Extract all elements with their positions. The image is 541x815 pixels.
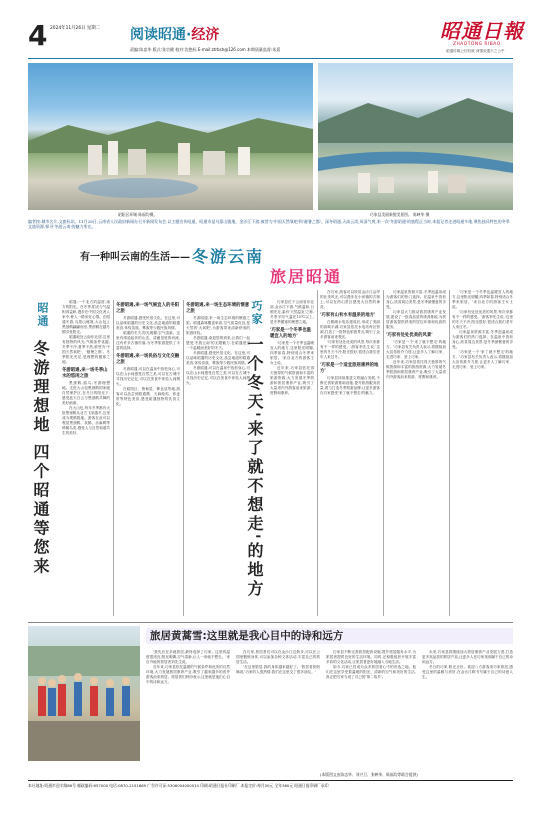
headline-sojourn: 旅居昭通 (270, 267, 343, 286)
left-column-text-3 (186, 300, 250, 616)
bottom-byline: (本版图文由陈忠华、刘兴卫、张映华、陈福均等联合提供) (320, 772, 418, 777)
left-paragraph: 在大山包,每年冬季都有大批黑颈鹤从北方飞来越冬,这里成为观鹤胜地。游客在此可以观赏黑颈鹤、灰鹤、赤麻鸭等珍稀鸟类,感受人与自然和谐共生的美好。 (62, 406, 110, 435)
left-paragraph: 冬游昭通,感受民俗文化。在这里,可以品味昭通的历史文化,品尝地道的昭通美食,体验苗族、彝族等少数民族风情。 (186, 351, 250, 365)
right-paragraph: 近年来,巧家县依托得天独厚的气候资源和丰富的旅游资源,大力发展冬季旅游和旅居康养产业,吸引了大量省内外游客前来旅游、度假和康养。 (386, 360, 446, 379)
left-paragraph: 冬游昭通,欢迎您的到来,让我们一起感受'冬游云南'的无限魅力,在昭通度过一个温暖而美好的冬天。 (186, 336, 250, 350)
right-paragraph: '巧家是一个'来了就不想走'的地方。'巧家县有关负责人表示,将继续加大宣传推介力度,让更多人了解巧家、走进巧家、爱上巧家。 (452, 350, 513, 369)
photo-tourists-qiaojia (28, 626, 140, 761)
left-vertical-title: 冬游理想地 四个昭通等您来 (31, 340, 50, 577)
column-rule (113, 300, 114, 616)
left-paragraph: 昭通地处云南东北部,这里有独特的风光,气候条件优越,冬季不冷,夏季不热,被誉为'中国天然氧吧'、'避暑之都'。冬季阳光充足,是理想的避寒之地。 (62, 335, 110, 364)
paper-slogan: 昭通传媒公信权威 深情说通天之公乎 (446, 49, 505, 53)
bottom-col-4 (422, 650, 513, 768)
left-paragraph: 在昭阳区、鲁甸县、彝良县等地,游客可以品尝到昭通酱、天麻炖鸡、荞麦饼等特色美食,感受昭通独特的饮食文化。 (116, 387, 180, 406)
bottom-paragraph: 未来,巧家县将继续加大旅居康养产业发展力度,打造更多高品质的旅居产品,让更多人在巧家找到属于自己的诗和远方。 (422, 650, 513, 664)
bottom-paragraph: 近年来,巧家县依托温暖的气候条件和优美的自然环境,大力发展旅居康养产业,吸引了越来越多的省外游客前来旅居。旅居者们纷纷表示,这里就是他们心目中的诗和远方。 (146, 665, 230, 684)
right-subhead: '巧家是一个适宜旅居康养的地方' (320, 363, 379, 374)
column-rule (449, 290, 450, 616)
right-paragraph: '巧家是一个冬季也温暖宜人的地方,这里阳光明媚,四季如春,特别适合冬季来旅居。'来自北方的游客王女士说。 (270, 341, 314, 365)
right-column-text-2 (320, 290, 380, 616)
left-column-text-2 (116, 300, 180, 616)
right-column-text-3 (386, 290, 446, 616)
right-column-text-4 (452, 290, 513, 616)
left-subhead: 冬游昭通,来一场气候宜人的冬阳之旅 (116, 303, 180, 314)
left-paragraph: 黑颈鹤,鸥鸟,冬游理想地。走进大山包黑颈鹤国家级自然保护区,在冬日的阳光下,感受蓝天白云与黑颈鹤共舞的美好画面。 (62, 381, 110, 405)
column-rule (183, 300, 184, 616)
right-paragraph: '巧家是一个'来了就不想走'的地方。'巧家县有关负责人表示,将继续加大宣传推介力度,让更多人了解巧家、走进巧家、爱上巧家。 (386, 340, 446, 359)
left-subhead: 冬游昭通,来一场民俗与文化交融之旅 (116, 354, 180, 365)
left-paragraph: 冬游昭通,可以在温泉中放松身心,可以在山水间感受自然之美,可以在古城中寻找历史记忆,可以在美食中体验人间烟火。 (186, 366, 250, 385)
right-paragraph: 巧家县位于云南省东北部,金沙江下游,气候温和,日照充足,素有'天然温室'之称,冬季平均气温在15℃以上,是冬季避寒的理想之地。 (270, 300, 314, 324)
bottom-title: 旅居黄蒿雪:这里就是我心目中的诗和远方 (150, 630, 344, 642)
right-subhead: '巧家是一个冬季也温暖宜人的地方' (270, 328, 311, 339)
left-subhead: 冬游昭通,来一场冬季山水的悠闲之旅 (62, 368, 108, 379)
right-subhead: '巧家有山有水有温泉的地方' (320, 313, 376, 318)
bottom-title-band (146, 628, 513, 644)
left-photo-caption: 昭阳区环城·陈福均摄。 (118, 212, 158, 217)
bottom-paragraph: '我先后在多地旅居,最终选择了巧家。这里的温度很适宜,阳光明媚,空气清新,让人一来就不想走。'来自外地的旅居者刘先生说。 (146, 650, 230, 664)
left-paragraph: 昭通的冬天,阳光明媚,空气清新。这里有绵延起伏的山峦、清澈见底的河流,还有许多古镇村落,为冬季旅游提供了丰富的选择。 (116, 331, 180, 350)
right-paragraph: 巧家温泉资源丰富,冬季泡温泉成为游客们的热门选择。在温泉中放松身心,欣赏周边美景,是冬季最惬意的享受。 (452, 330, 513, 349)
left-subhead: 冬游昭通,来一场生态环境的惬意之旅 (186, 303, 250, 314)
date-line: 2024年11月26日 星期二 (50, 26, 101, 31)
right-paragraph: 在巧家,游客可以欣赏金沙江沿岸的壮美风光,可以漫步在小河镇的古街上,可以在药山景区感受大自然的神奇。 (320, 290, 380, 309)
left-paragraph: 冬游昭通,感受民俗文化。在这里,可以品味昭通的历史文化,品尝地道的昭通美食,体验苗族、彝族等少数民族风情。 (116, 316, 180, 330)
left-paragraph: 冬游昭通,来一场生态环境的惬意之旅。昭通森林覆盖率高,空气质量优良,是天然的'大氧吧',为游客带来清新舒适的旅游体验。 (186, 316, 250, 335)
section-title (130, 27, 219, 43)
right-column-text (270, 300, 314, 616)
column-rule (383, 290, 384, 616)
paper-pinyin: ZHAOTONG RIBAO (453, 42, 501, 47)
left-column-text (62, 300, 110, 616)
section-main: 经济 (191, 27, 220, 43)
header-rule (28, 58, 513, 59)
right-paragraph: '巧家有处处优美的风景,每次来都有不一样的感受。'游客李先生说,'这里的冬天不冷,阳光很好,很适合我们老年人来过冬。' (452, 310, 513, 329)
bottom-col-3 (326, 650, 416, 768)
right-vertical-brand: 巧家 (250, 300, 263, 326)
right-vertical-title: 一个冬天'来了就不想走'的地方 (245, 336, 264, 599)
editor-line: 责编:陈忠华 版式:张宗健 校对:沈艳标 E-mail:ztrbsh@126.com 本期质量监督:朱熹 (130, 47, 281, 52)
right-paragraph: 白鹤滩水电站建成后,形成了美丽的高峡平湖,巧家县依托水电站库区资源,打造了一批特色旅游景点,吸引了众多游客前来观光。 (320, 320, 380, 339)
bottom-paragraph: '在这里旅居,我的身体越来越好了。'旅居者张阿姨说,'巧家的人很热情,我们在这里交了很多朋友。' (236, 665, 320, 674)
right-paragraph: 巧家县持续推进文旅融合发展,不断完善旅游基础设施,提升旅游服务质量,着力打造冬季旅游品牌,让更多游客在巧家感受'来了就不想走'的魅力。 (320, 376, 380, 395)
section-prefix: 阅读昭通· (130, 27, 192, 43)
editor-note: 编者按:城市名片,文旅标识。11月28日,云南省人民政府新闻办召开新闻发布会,以主题宣传昭通。昭通市是乌蒙山腹地、金沙江下游,被誉为'中国天然氧吧'和'避暑之都'。深冬昭通,天高云淡,风清气爽,来一次'冬游昭通'的旅程正当时,本报记者走进昭通多地,聚焦独具特色的冬季文旅资源,探寻'冬游云南'的魅力所在。 (28, 219, 510, 230)
bottom-paragraph: 巧家县不断完善旅居配套设施,提升旅居服务水平,为旅居者提供良好的生活环境。同时,还积极组织开展丰富多彩的文化活动,让旅居者更好地融入当地生活。 (326, 650, 416, 664)
footer-info: 本社地址:昭通市迎丰路86号 邮政编码:657000 电话:0870-2151669 广告许可证:5306004000014 印刷:昭通日报社印刷厂 本报定价:每月30元 全年360元 昭通日报印刷厂承印 (28, 783, 329, 788)
column-rule (317, 290, 318, 616)
bottom-paragraph: 在巧家,旅居者们可以在金沙江边散步,可以在公园里锻炼身体,可以参加各种文体活动,丰富自己的旅居生活。 (236, 650, 320, 664)
qiaojia-illustration (318, 63, 513, 210)
bottom-col-1 (146, 650, 230, 768)
right-photo-caption: 巧家县美丽新貌美景图。 陈映华 摄 (370, 212, 430, 217)
right-paragraph: '巧家是一个冬季也温暖宜人的地方,这里阳光明媚,四季如春,特别适合冬季来旅居。'来自北方的游客王女士说。 (452, 290, 513, 309)
headline-winter-tour: 冬游云南 (192, 247, 265, 266)
tourists-illustration (28, 626, 140, 761)
footer-rule (28, 780, 513, 781)
left-paragraph: 冬游昭通,可以在温泉中放松身心,可以在山水间感受自然之美,可以在古城中寻找历史记忆,可以在美食中体验人间烟火。 (116, 367, 180, 386)
bottom-paragraph: 如今,巧家已经成为众多旅居者心中的首选之地。他们在这里享受着温暖的阳光、清新的空气和美好的生活,真正把巧家当成了自己的'第二故乡'。 (326, 665, 416, 679)
section-divider (28, 622, 513, 623)
left-paragraph: 昭通,一个北方的温度,南方的阳光。在冬季,阳光与气温相得益彰,漫步在中国文化者人家中,使人一路来好心情。在昭通冬游,乌蒙山秘境,大山包上黑颈鹤翩翩而至,黑颈鹤在越冬期享受阳光。 (62, 300, 110, 334)
right-paragraph: 巧家县大力推动旅居康养产业发展,建设了一批高品质的康养基地,为旅居游客提供舒适的居住环境和优质的服务。 (386, 310, 446, 329)
left-vertical-brand: 昭通 (36, 302, 49, 328)
city-illustration (28, 63, 313, 210)
bottom-col-2 (236, 650, 320, 768)
right-paragraph: 近年来,巧家县依托得天独厚的气候资源和丰富的旅游资源,大力发展冬季旅游和旅居康养产业,吸引了大量省内外游客前来旅游、度假和康养。 (270, 366, 314, 395)
right-subhead: '巧家有处处优美的风景' (386, 333, 433, 338)
photo-zhaoyang-city (28, 63, 313, 210)
headline-prefix: 有一种叫云南的生活—— (80, 252, 190, 263)
page-number: 4 (28, 19, 48, 52)
bottom-paragraph: 冬日的巧家,阳光正好。欢迎八方游客来巧家旅居,感受这里的温暖与美好,在金沙江畔书写属于自己的诗意人生。 (422, 665, 513, 679)
right-paragraph: '巧家有处处优美的风景,每次来都有不一样的感受。'游客李先生说,'这里的冬天不冷,阳光很好,很适合我们老年人来过冬。' (320, 340, 380, 359)
photo-qiaojia-new-look (318, 63, 513, 210)
right-paragraph: 巧家温泉资源丰富,冬季泡温泉成为游客们的热门选择。在温泉中放松身心,欣赏周边美景,是冬季最惬意的享受。 (386, 290, 446, 309)
paper-logo: 昭通日報 (440, 19, 524, 43)
